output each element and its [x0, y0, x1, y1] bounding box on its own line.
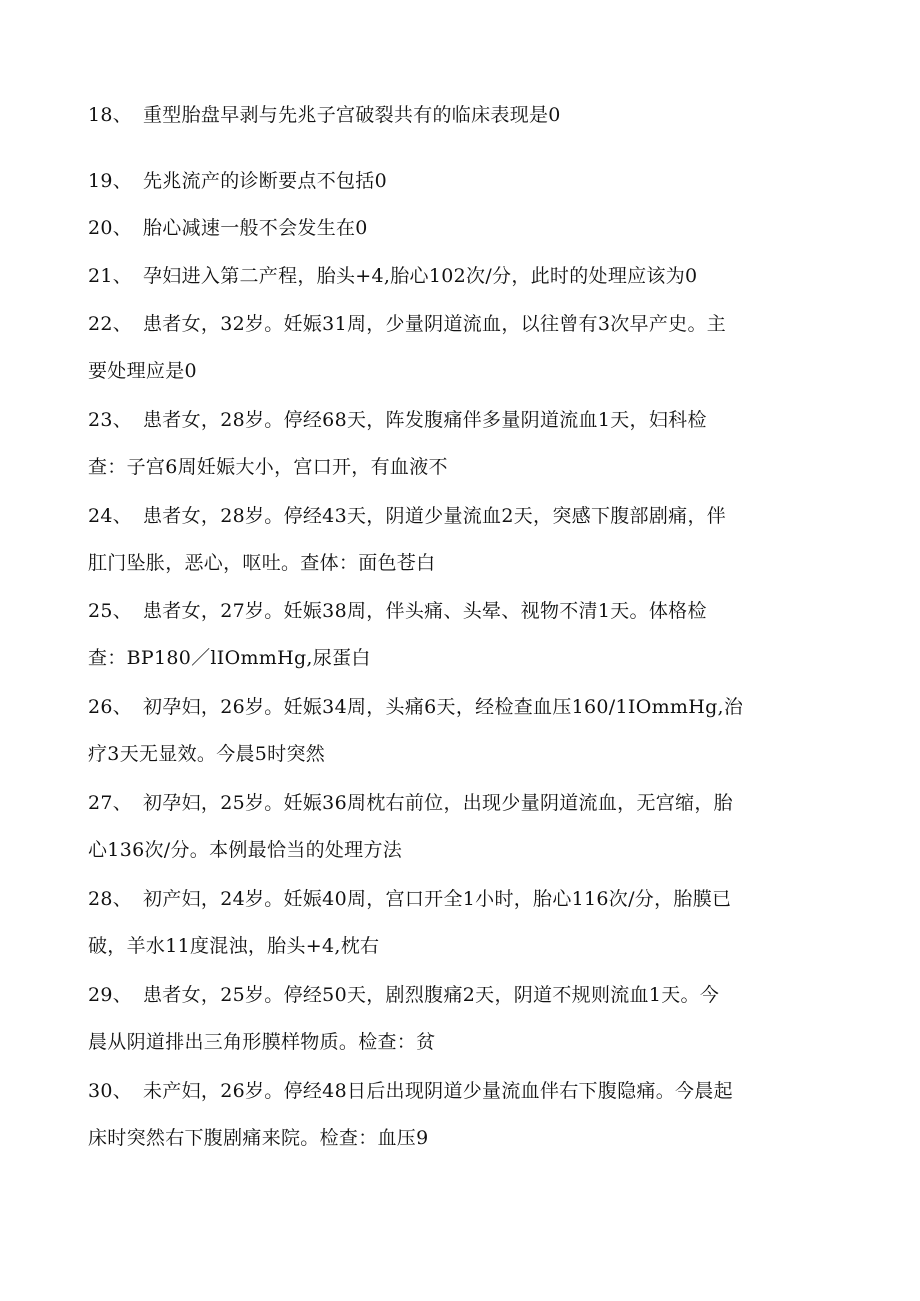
- question-27: [88, 780, 823, 874]
- question-21: [88, 253, 823, 300]
- question-30: [88, 1068, 823, 1162]
- question-number: 27、: [88, 792, 133, 814]
- question-18: [88, 92, 823, 139]
- question-text-line1: 患者女，28岁。停经68天，阵发腹痛伴多量阴道流血1天，妇科检: [143, 409, 707, 431]
- question-number: 19、: [88, 170, 133, 192]
- question-number: 20、: [88, 217, 133, 239]
- question-text-line2: 查：子宫6周妊娠大小，宫口开，有血液不: [88, 456, 448, 478]
- question-number: 28、: [88, 888, 133, 910]
- question-24: [88, 493, 823, 587]
- question-29: [88, 972, 823, 1066]
- question-number: 18、: [88, 104, 133, 126]
- question-text-line2: 心136次/分。本例最恰当的处理方法: [88, 839, 403, 861]
- question-text: 孕妇进入第二产程，胎头+4,胎心102次/分，此时的处理应该为0: [143, 265, 698, 287]
- question-20: [88, 205, 823, 252]
- question-text-line1: 初产妇，24岁。妊娠40周，宫口开全1小时，胎心116次/分，胎膜已: [143, 888, 732, 910]
- question-number: 25、: [88, 600, 133, 622]
- question-text-line1: 患者女，28岁。停经43天，阴道少量流血2天，突感下腹部剧痛，伴: [143, 505, 727, 527]
- question-25: [88, 588, 823, 682]
- question-number: 22、: [88, 313, 133, 335]
- question-text-line1: 初孕妇，25岁。妊娠36周枕右前位，出现少量阴道流血，无宫缩，胎: [143, 792, 733, 814]
- question-number: 23、: [88, 409, 133, 431]
- question-text-line2: 晨从阴道排出三角形膜样物质。检查：贫: [88, 1031, 436, 1053]
- question-text-line2: 要处理应是0: [88, 360, 197, 382]
- question-22: [88, 301, 823, 395]
- question-text: 先兆流产的诊断要点不包括0: [143, 170, 387, 192]
- question-text-line1: 患者女，25岁。停经50天，剧烈腹痛2天，阴道不规则流血1天。今: [143, 984, 720, 1006]
- question-text-line2: 肛门坠胀，恶心，呕吐。查体：面色苍白: [88, 552, 436, 574]
- question-28: [88, 876, 823, 970]
- question-text-line1: 患者女，32岁。妊娠31周，少量阴道流血，以往曾有3次早产史。主: [143, 313, 727, 335]
- question-text-line1: 患者女，27岁。妊娠38周，伴头痛、头晕、视物不清1天。体格检: [143, 600, 707, 622]
- question-26: [88, 684, 823, 778]
- question-text-line1: 初孕妇，26岁。妊娠34周，头痛6天，经检查血压160/1IOmmHg,治: [143, 696, 744, 718]
- question-number: 30、: [88, 1080, 133, 1102]
- question-number: 21、: [88, 265, 133, 287]
- question-number: 29、: [88, 984, 133, 1006]
- question-23: [88, 397, 823, 491]
- question-text-line2: 疗3天无显效。今晨5时突然: [88, 743, 326, 765]
- question-19: [88, 158, 823, 205]
- question-number: 26、: [88, 696, 133, 718]
- question-text-line2: 破，羊水11度混浊，胎头+4,枕右: [88, 935, 380, 957]
- question-text: 胎心减速一般不会发生在0: [143, 217, 368, 239]
- question-text-line2: 床时突然右下腹剧痛来院。检查：血压9: [88, 1127, 429, 1149]
- question-text-line2: 查：BP180／lIOmmHg,尿蛋白: [88, 647, 371, 669]
- question-number: 24、: [88, 505, 133, 527]
- question-text-line1: 未产妇，26岁。停经48日后出现阴道少量流血伴右下腹隐痛。今晨起: [143, 1080, 733, 1102]
- question-text: 重型胎盘早剥与先兆子宫破裂共有的临床表现是0: [143, 104, 561, 126]
